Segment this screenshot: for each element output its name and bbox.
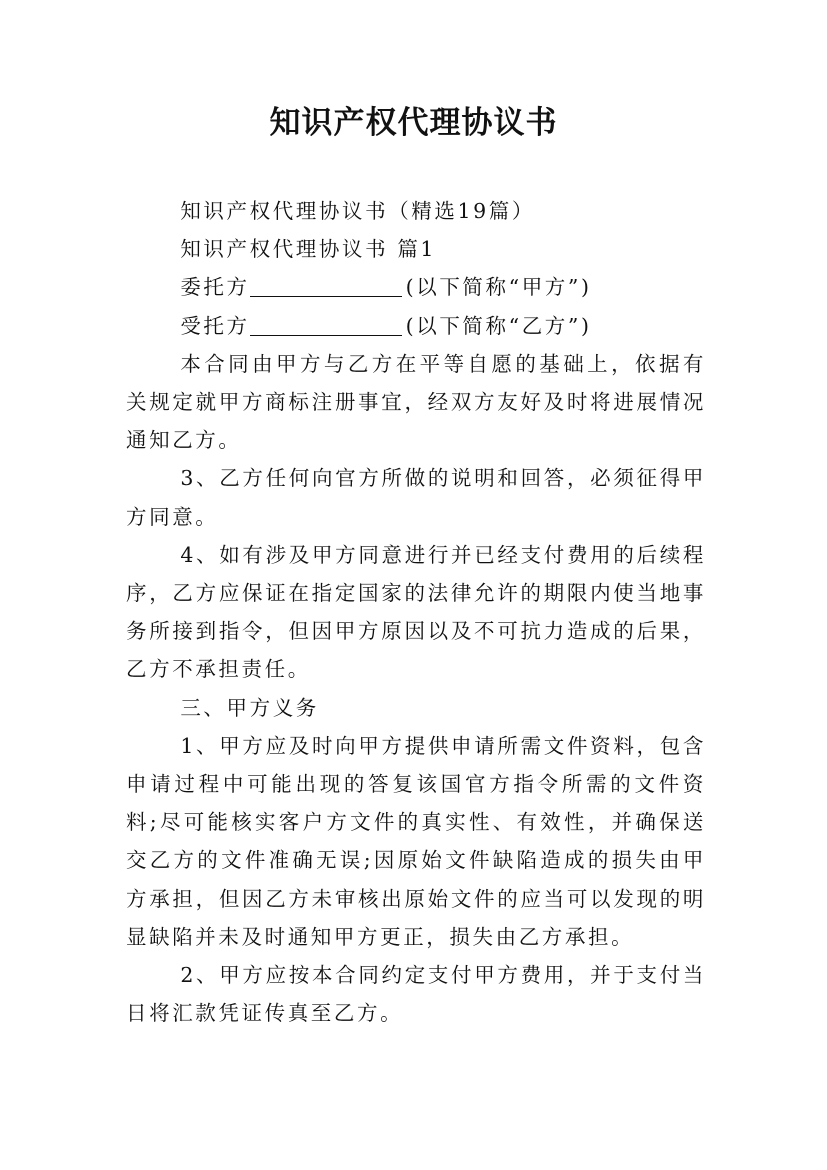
agent-blank-line bbox=[250, 313, 402, 336]
agent-suffix: (以下简称“乙方”) bbox=[405, 313, 592, 338]
client-line bbox=[126, 268, 706, 306]
section-heading: 知识产权代理协议书 篇1 bbox=[180, 237, 437, 262]
document-title: 知识产权代理协议书 bbox=[269, 105, 558, 141]
client-suffix: (以下简称“甲方”) bbox=[405, 275, 592, 300]
agent-line bbox=[126, 307, 706, 345]
paragraph: 3、乙方任何向官方所做的说明和回答，必须征得甲方同意。 bbox=[126, 466, 706, 529]
client-blank-line bbox=[250, 274, 402, 297]
client-label: 委托方 bbox=[180, 275, 250, 300]
paragraph: 1、甲方应及时向甲方提供申请所需文件资料，包含申请过程中可能出现的答复该国官方指令所需的文件资料;尽可能核实客户方文件的真实性、有效性，并确保送交乙方的文件准确无误;因原始文件缺陷造成的损失由甲方承担，但因乙方未审核出原始文件的应当可以发现的明显缺陷并未及时通知甲方更正，损失由乙方承担。 bbox=[126, 733, 706, 949]
paragraph: 4、如有涉及甲方同意进行并已经支付费用的后续程序，乙方应保证在指定国家的法律允许的期限内使当地事务所接到指令，但因甲方原因以及不可抗力造成的后果，乙方不承担责任。 bbox=[126, 542, 706, 682]
paragraph: 2、甲方应按本合同约定支付甲方费用，并于支付当日将汇款凭证传真至乙方。 bbox=[126, 963, 706, 1026]
section-heading-obligations: 三、甲方义务 bbox=[180, 695, 319, 720]
agent-label: 受托方 bbox=[180, 313, 250, 338]
document-subtitle: 知识产权代理协议书（精选19篇） bbox=[180, 199, 535, 223]
paragraph: 本合同由甲方与乙方在平等自愿的基础上，依据有关规定就甲方商标注册事宜，经双方友好及时将进展情况通知乙方。 bbox=[126, 351, 706, 453]
document-body bbox=[126, 192, 706, 1032]
